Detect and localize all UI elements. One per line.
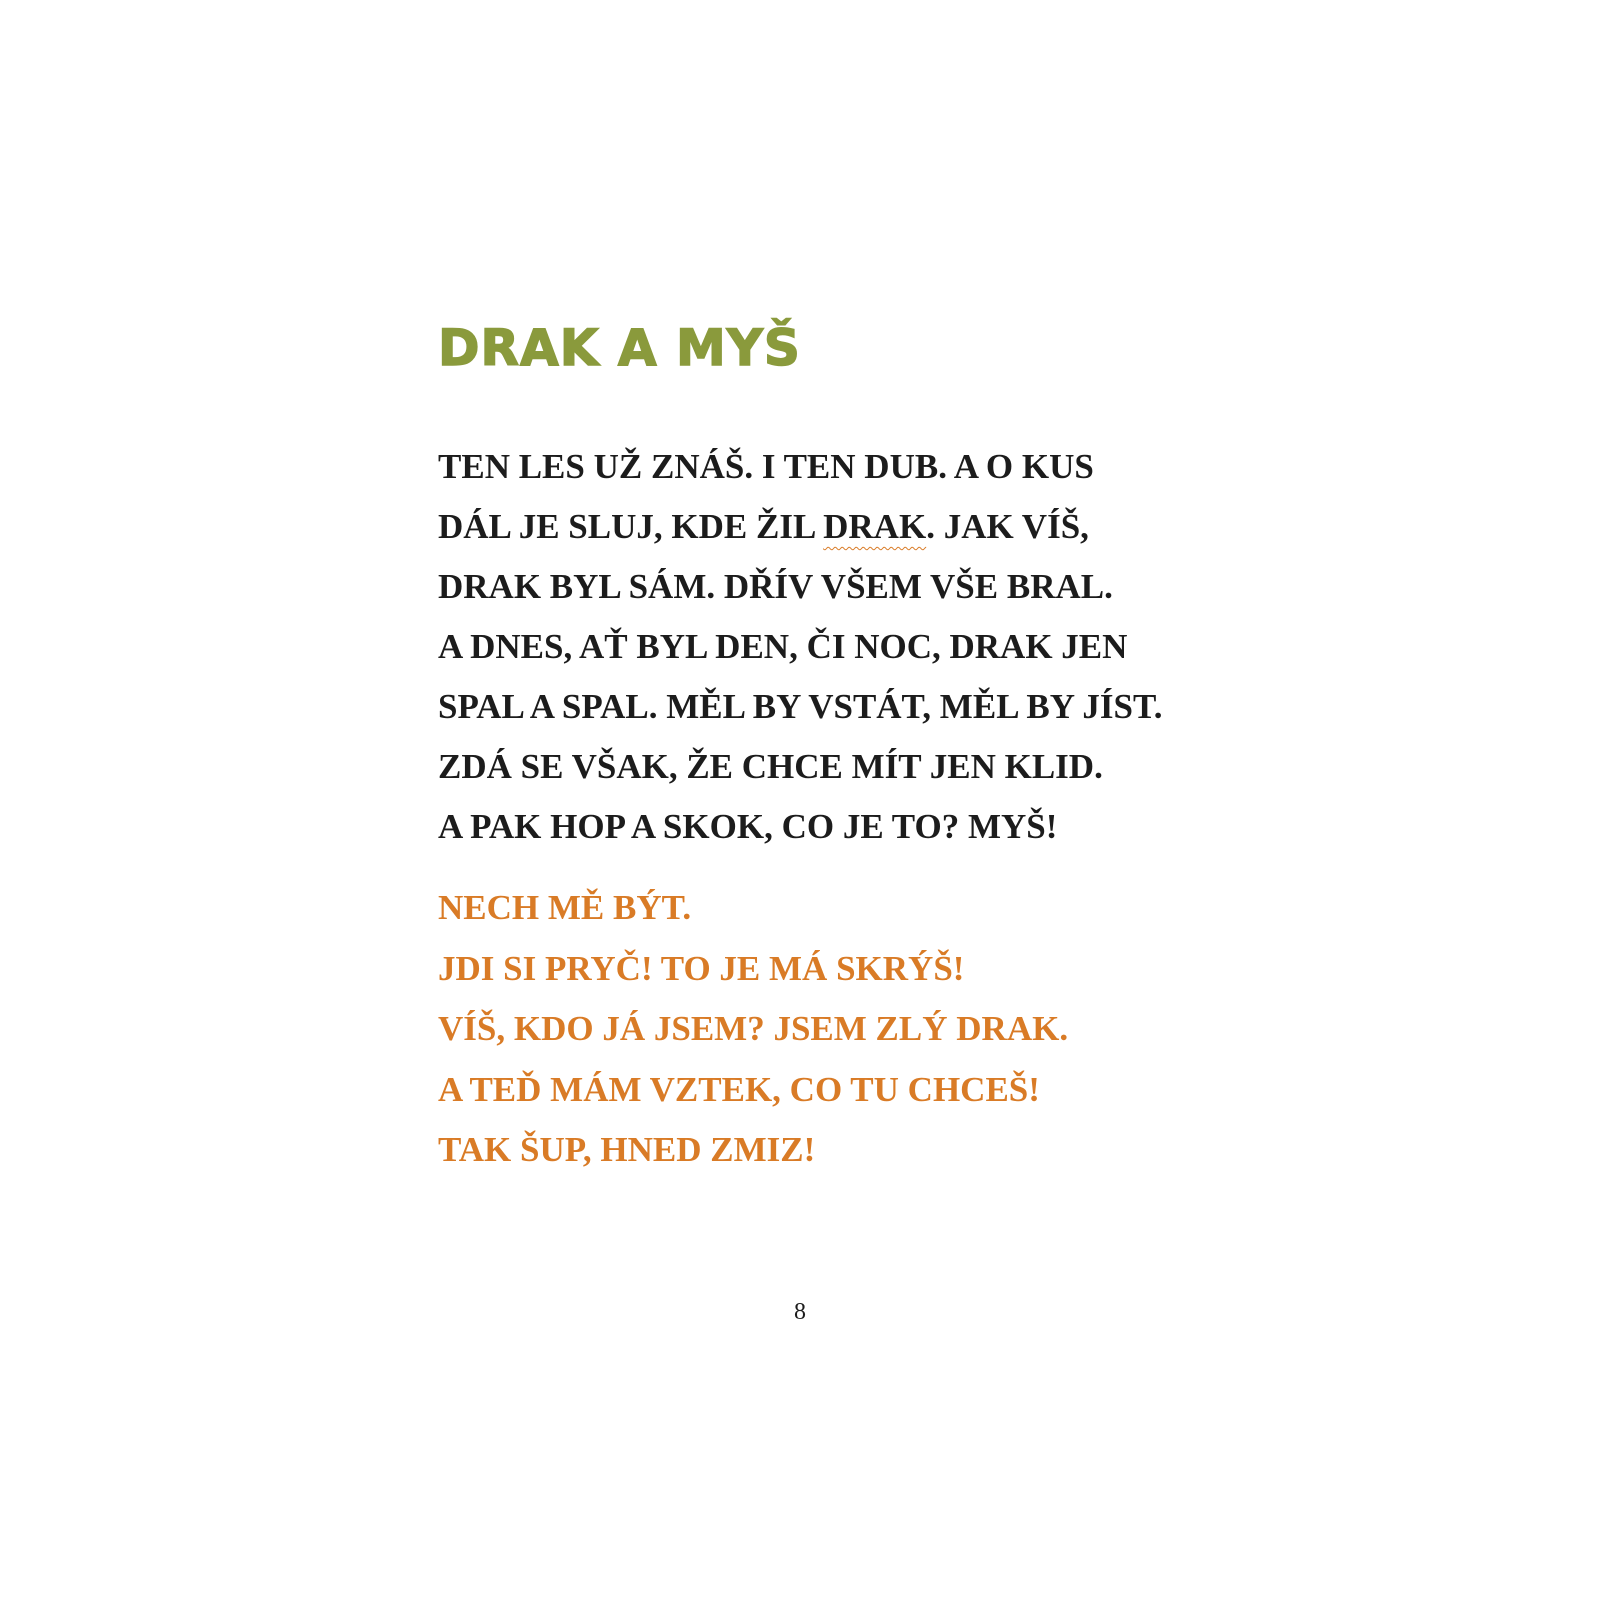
narration-line: DRAK BYL SÁM. DŘÍV VŠEM VŠE BRAL. bbox=[438, 567, 1113, 606]
dialogue-line: NECH MĚ BÝT. bbox=[438, 888, 692, 927]
narration-line: SPAL A SPAL. MĚL BY VSTÁT, MĚL BY JÍST. bbox=[438, 687, 1163, 726]
dialogue-line: TAK ŠUP, HNED ZMIZ! bbox=[438, 1130, 816, 1169]
dialogue-line: JDI SI PRYČ! TO JE MÁ SKRÝŠ! bbox=[438, 948, 965, 988]
narration-line bbox=[438, 497, 1163, 557]
narration-line-segment: . JAK VÍŠ, bbox=[926, 507, 1089, 546]
narration-line: A DNES, AŤ BYL DEN, ČI NOC, DRAK JEN bbox=[438, 627, 1128, 666]
dragon-dialogue bbox=[438, 878, 1068, 1181]
narration-line: ZDÁ SE VŠAK, ŽE CHCE MÍT JEN KLID. bbox=[438, 747, 1103, 786]
dialogue-line: A TEĎ MÁM VZTEK, CO TU CHCEŠ! bbox=[438, 1069, 1040, 1109]
dialogue-line: VÍŠ, KDO JÁ JSEM? JSEM ZLÝ DRAK. bbox=[438, 1009, 1069, 1048]
narration-line: A PAK HOP A SKOK, CO JE TO? MYŠ! bbox=[438, 807, 1058, 846]
narration-line-segment: DÁL JE SLUJ, KDE ŽIL bbox=[438, 507, 824, 546]
narration-line: TEN LES UŽ ZNÁŠ. I TEN DUB. A O KUS bbox=[438, 447, 1094, 486]
page-title: DRAK A MYŠ bbox=[438, 319, 801, 377]
highlighted-word: DRAK bbox=[823, 507, 927, 546]
narration-text bbox=[438, 437, 1163, 857]
page-number: 8 bbox=[794, 1299, 806, 1325]
